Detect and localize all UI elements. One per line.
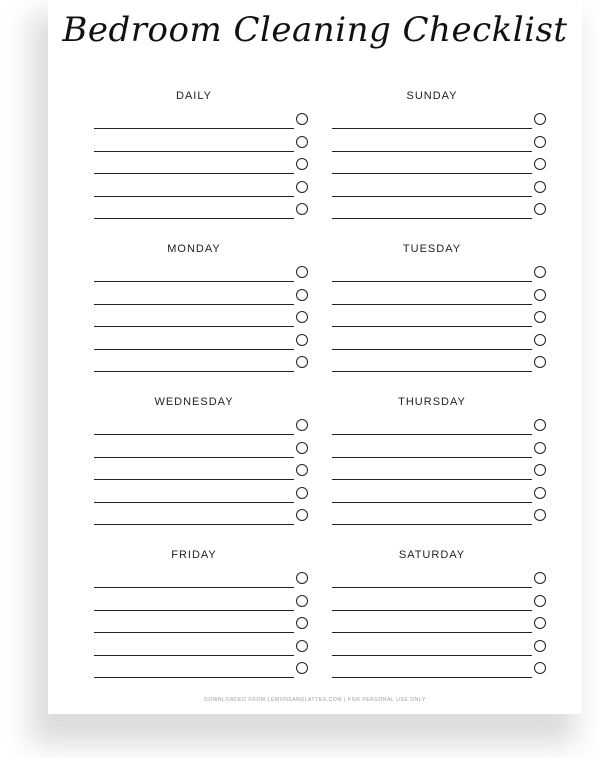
checkbox-circle-icon[interactable] — [296, 442, 308, 454]
checkbox-circle-icon[interactable] — [296, 113, 308, 125]
checklist-row — [332, 503, 552, 525]
checklist-row — [94, 413, 314, 435]
section-title: FRIDAY — [171, 549, 217, 561]
checkbox-circle-icon[interactable] — [534, 113, 546, 125]
checkbox-circle-icon[interactable] — [534, 289, 546, 301]
checklist-row — [94, 175, 314, 197]
checkbox-circle-icon[interactable] — [296, 572, 308, 584]
checklist-row — [332, 305, 552, 327]
checkbox-circle-icon[interactable] — [534, 181, 546, 193]
section-title: WEDNESDAY — [154, 396, 234, 408]
checkbox-circle-icon[interactable] — [534, 509, 546, 521]
checklist-row — [332, 481, 552, 503]
checkbox-circle-icon[interactable] — [296, 419, 308, 431]
checkbox-circle-icon[interactable] — [296, 334, 308, 346]
checklist-row — [332, 175, 552, 197]
checklist-row — [94, 436, 314, 458]
checklist-row — [332, 436, 552, 458]
checkbox-circle-icon[interactable] — [534, 158, 546, 170]
checkbox-circle-icon[interactable] — [296, 136, 308, 148]
checkbox-circle-icon[interactable] — [296, 311, 308, 323]
checklist-row — [94, 130, 314, 152]
checkbox-circle-icon[interactable] — [296, 464, 308, 476]
footer-note: DOWNLOADED FROM LEMONSANDLATTES.COM | FOR PERSONAL USE ONLY — [204, 697, 426, 703]
checklist-row — [94, 611, 314, 633]
checkbox-circle-icon[interactable] — [534, 464, 546, 476]
checklist-page — [48, 0, 582, 714]
section-title: THURSDAY — [398, 396, 466, 408]
checkbox-circle-icon[interactable] — [534, 334, 546, 346]
checkbox-circle-icon[interactable] — [296, 640, 308, 652]
checkbox-circle-icon[interactable] — [296, 595, 308, 607]
checklist-row — [332, 413, 552, 435]
checklist-row — [94, 197, 314, 219]
checkbox-circle-icon[interactable] — [534, 617, 546, 629]
write-in-line[interactable] — [94, 677, 294, 678]
write-in-line[interactable] — [94, 524, 294, 525]
checkbox-circle-icon[interactable] — [534, 203, 546, 215]
checklist-row — [94, 656, 314, 678]
checklist-row — [94, 283, 314, 305]
checkbox-circle-icon[interactable] — [534, 442, 546, 454]
checklist-row — [94, 350, 314, 372]
checklist-row — [332, 197, 552, 219]
checklist-row — [332, 611, 552, 633]
checklist-row — [332, 634, 552, 656]
write-in-line[interactable] — [332, 524, 532, 525]
checklist-row — [332, 350, 552, 372]
section-title: SATURDAY — [398, 549, 466, 561]
checklist-row — [94, 634, 314, 656]
checklist-row — [94, 260, 314, 282]
checklist-row — [332, 152, 552, 174]
checklist-row — [332, 130, 552, 152]
checkbox-circle-icon[interactable] — [534, 487, 546, 499]
checkbox-circle-icon[interactable] — [534, 136, 546, 148]
checkbox-circle-icon[interactable] — [534, 311, 546, 323]
checklist-row — [94, 566, 314, 588]
checkbox-circle-icon[interactable] — [296, 158, 308, 170]
checklist-row — [94, 458, 314, 480]
write-in-line[interactable] — [332, 371, 532, 372]
checklist-row — [94, 481, 314, 503]
checkbox-circle-icon[interactable] — [534, 356, 546, 368]
checklist-row — [332, 283, 552, 305]
checklist-row — [94, 305, 314, 327]
write-in-line[interactable] — [94, 371, 294, 372]
checkbox-circle-icon[interactable] — [296, 487, 308, 499]
write-in-line[interactable] — [332, 677, 532, 678]
write-in-line[interactable] — [332, 218, 532, 219]
checkbox-circle-icon[interactable] — [534, 640, 546, 652]
checklist-row — [94, 152, 314, 174]
checkbox-circle-icon[interactable] — [534, 662, 546, 674]
checklist-row — [332, 458, 552, 480]
checkbox-circle-icon[interactable] — [296, 617, 308, 629]
checkbox-circle-icon[interactable] — [534, 595, 546, 607]
write-in-line[interactable] — [94, 218, 294, 219]
checklist-row — [332, 107, 552, 129]
section-title: DAILY — [176, 90, 212, 102]
checklist-row — [94, 589, 314, 611]
checkbox-circle-icon[interactable] — [296, 662, 308, 674]
section-title: TUESDAY — [402, 243, 462, 255]
checkbox-circle-icon[interactable] — [534, 419, 546, 431]
checklist-row — [332, 260, 552, 282]
checkbox-circle-icon[interactable] — [534, 266, 546, 278]
checkbox-circle-icon[interactable] — [296, 509, 308, 521]
checkbox-circle-icon[interactable] — [296, 289, 308, 301]
checkbox-circle-icon[interactable] — [296, 181, 308, 193]
checklist-row — [332, 589, 552, 611]
checklist-row — [94, 107, 314, 129]
section-title: SUNDAY — [406, 90, 458, 102]
section-title: MONDAY — [167, 243, 221, 255]
checkbox-circle-icon[interactable] — [534, 572, 546, 584]
checkbox-circle-icon[interactable] — [296, 266, 308, 278]
checklist-row — [332, 656, 552, 678]
checklist-row — [94, 503, 314, 525]
page-title: Bedroom Cleaning Checklist — [62, 10, 568, 50]
checkbox-circle-icon[interactable] — [296, 356, 308, 368]
checklist-row — [332, 328, 552, 350]
checklist-row — [332, 566, 552, 588]
checkbox-circle-icon[interactable] — [296, 203, 308, 215]
checklist-row — [94, 328, 314, 350]
